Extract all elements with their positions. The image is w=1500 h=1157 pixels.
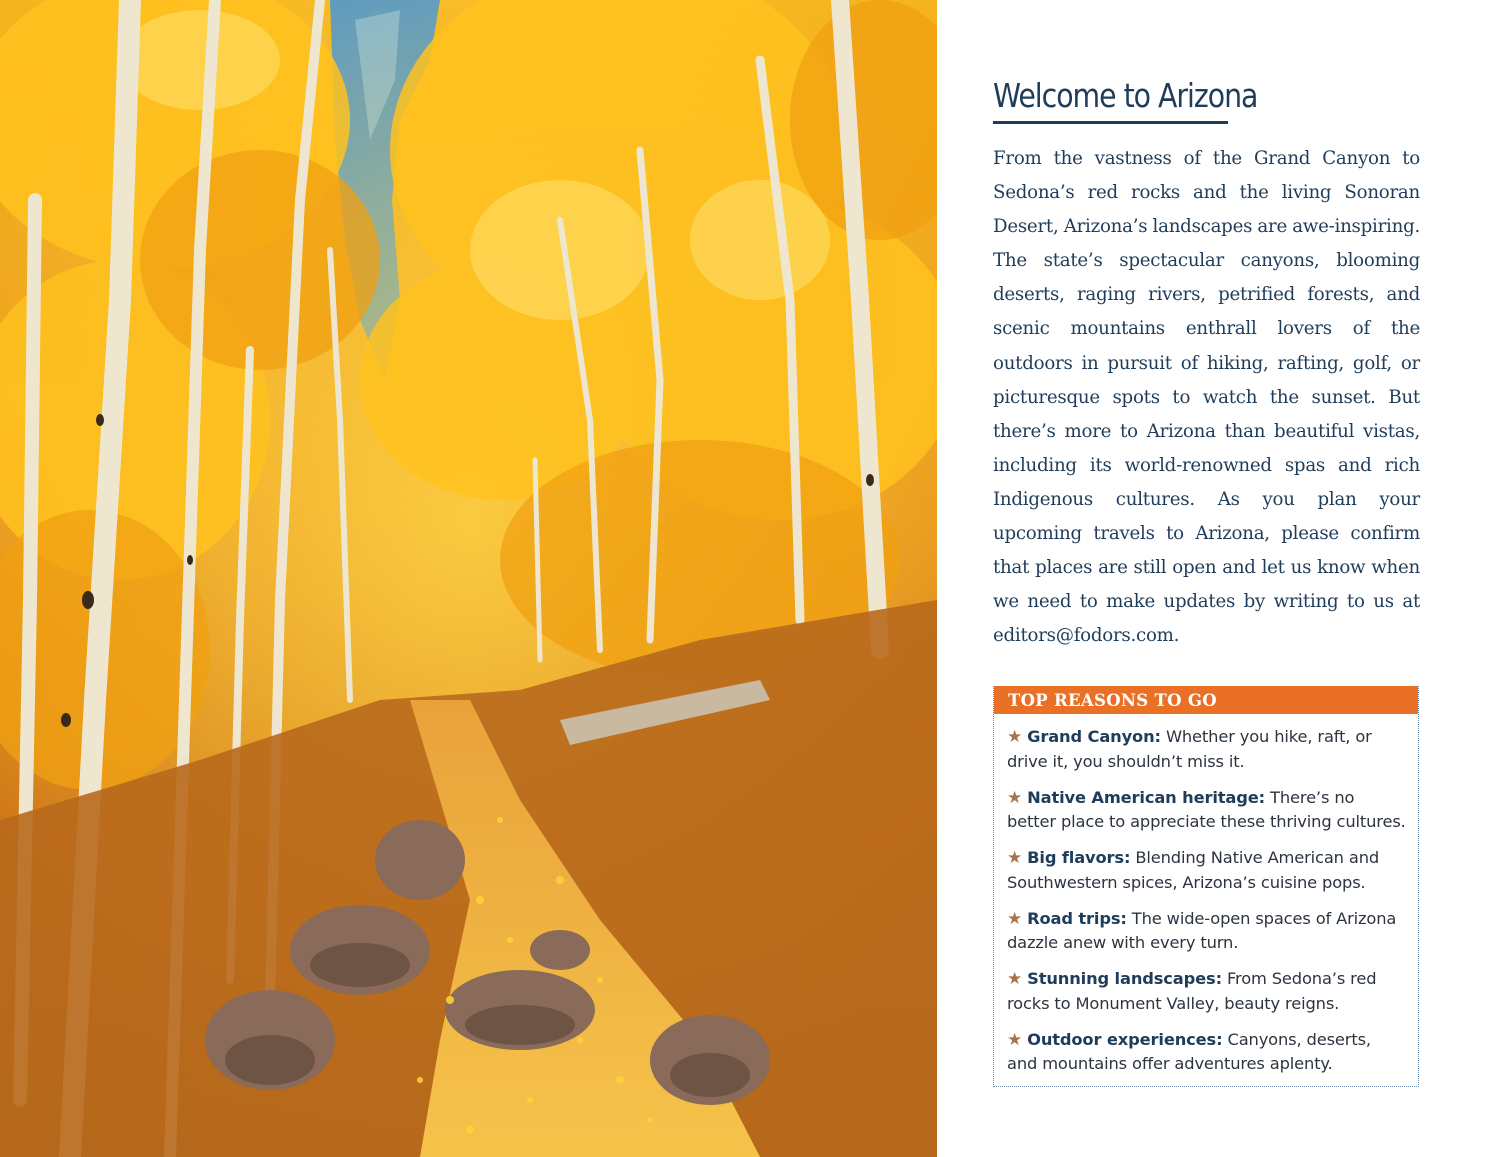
reason-text: The wide-open spaces of Arizona dazzle anew with every turn. [1007, 908, 1397, 953]
top-reasons-list [994, 714, 1418, 1076]
reason-text: Canyons, deserts, and mountains offer adventures aplenty. [1007, 1029, 1371, 1074]
star-icon: ★ [1007, 848, 1023, 869]
reason-title: Big flavors: [1027, 848, 1131, 868]
reason-road-trips [1007, 907, 1406, 955]
reason-grand-canyon [1007, 725, 1406, 773]
reason-title: Native American heritage: [1027, 787, 1266, 807]
reason-text: From Sedona’s red rocks to Monument Valley, beauty reigns. [1007, 969, 1377, 1013]
reason-stunning-landscapes [1007, 967, 1406, 1015]
reason-big-flavors [1007, 846, 1406, 894]
intro-paragraph: From the vastness of the Grand Canyon to Sedona’s red rocks and the living Sonoran Desert, Arizona’s landscapes are awe-inspiring. The state’s spectacular canyons, blooming deserts, raging rivers, petrified forests, and scenic mountains enthrall lovers of the outdoors in pursuit of hiking, rafting, golf, or picturesque spots to watch the sunset. But there’s more to Arizona than beautiful vistas, including its world-renowned spas and rich Indigenous cultures. As you plan your upcoming travels to Arizona, please confirm that places are still open and let us know when we need to make updates by writing to us at editors@fodors.com. [993, 148, 1420, 647]
reason-title: Grand Canyon: [1027, 727, 1161, 746]
reason-title: Road trips: [1027, 908, 1127, 928]
reason-title: Stunning landscapes: [1027, 969, 1222, 989]
star-icon: ★ [1007, 727, 1023, 747]
star-icon: ★ [1007, 908, 1023, 929]
reason-title: Outdoor experiences: [1027, 1029, 1223, 1049]
reason-text: Blending Native American and Southwestern spices, Arizona’s cuisine pops. [1007, 848, 1380, 892]
reason-text: There’s no better place to appreciate these thriving cultures. [1007, 787, 1406, 832]
reason-native-american-heritage [1007, 786, 1406, 834]
star-icon: ★ [1007, 969, 1023, 990]
reason-outdoor-experiences [1007, 1028, 1406, 1076]
top-reasons-header: TOP REASONS TO GO [994, 686, 1418, 714]
page-title: Welcome to Arizona [993, 76, 1258, 115]
reason-text: Whether you hike, raft, or drive it, you shouldn’t miss it. [1007, 727, 1372, 771]
star-icon: ★ [1007, 1029, 1023, 1050]
top-reasons-sidebar [993, 686, 1419, 1087]
star-icon: ★ [1007, 787, 1023, 808]
title-underline [993, 121, 1228, 124]
